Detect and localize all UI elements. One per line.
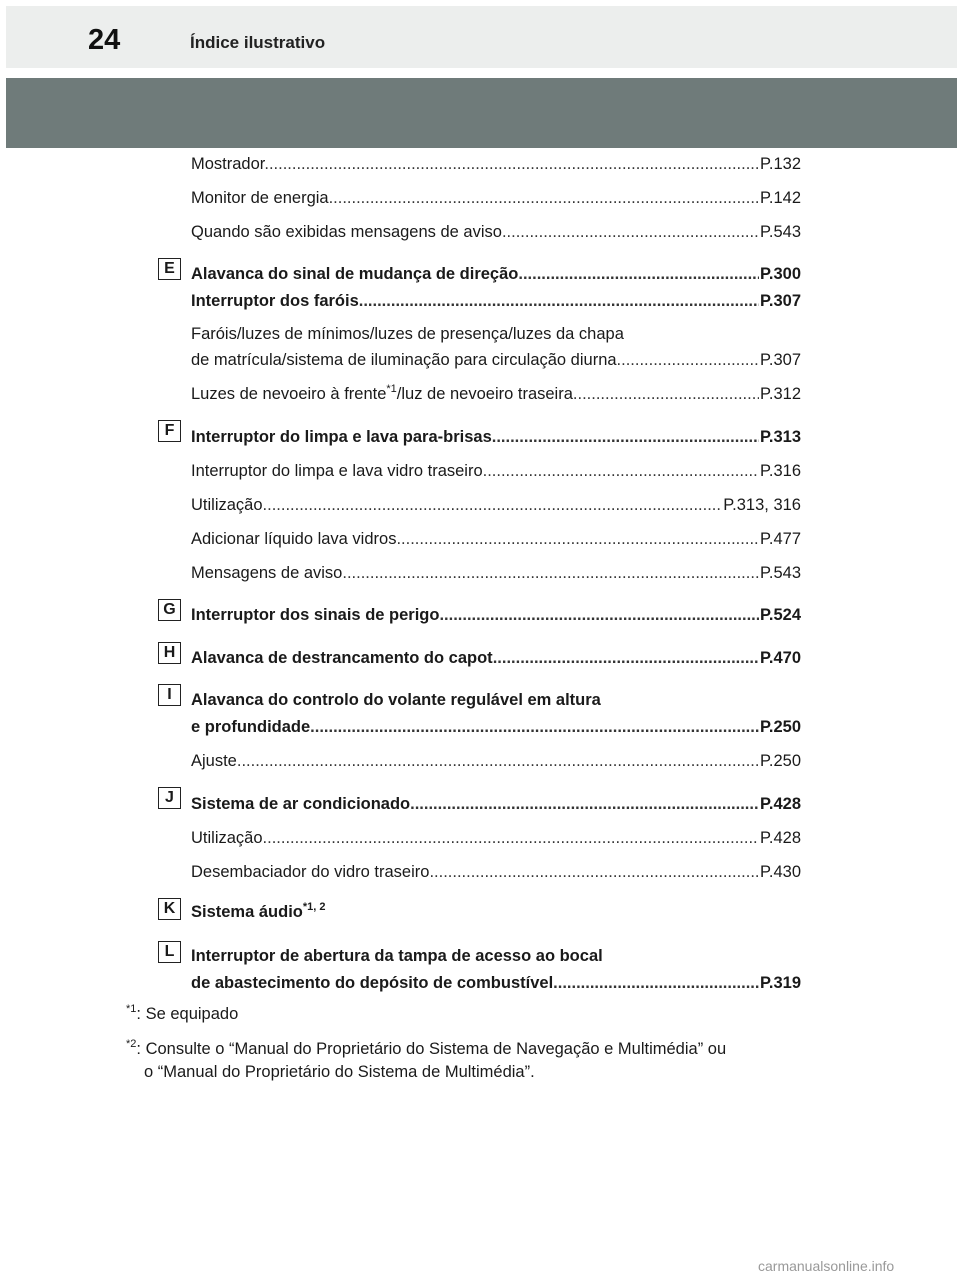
page-header (6, 6, 957, 68)
index-entry: Ajuste ..... P.250 (191, 751, 801, 771)
index-entry: Monitor de energia ..... P.142 (191, 188, 801, 208)
page-reference: P.250 (760, 718, 801, 736)
index-entry: Interruptor dos faróis ..... P.307 (191, 291, 801, 311)
page-reference: P.428 (760, 795, 801, 813)
index-entry: Alavanca de destrancamento do capot ..... P.470 (191, 648, 801, 668)
index-entry: Mensagens de aviso ..... P.543 (191, 563, 801, 583)
section-title: Índice ilustrativo (190, 33, 326, 52)
index-entry: Sistema áudio$^{*1, 2}$ (191, 901, 326, 921)
index-entry: Interruptor do limpa e lava para-brisas ..... P.313 (191, 427, 801, 447)
page-reference: P.142 (760, 189, 801, 207)
index-entry: Luzes de nevoeiro à frente$^{*1}$/luz de nevoeiro traseira ..... P.312 (191, 384, 801, 404)
index-entry: Interruptor de abertura da tampa de acesso ao bocal de abastecimento do depósito de combustível ..... P.319 (191, 946, 801, 993)
section-letter-l: L (158, 941, 181, 963)
page-reference: P.316 (760, 462, 801, 480)
page-reference: P.470 (760, 649, 801, 667)
section-letter-i: I (158, 684, 181, 706)
page-reference: P.313 (760, 428, 801, 446)
section-letter-j: J (158, 787, 181, 809)
section-letter-k: K (158, 898, 181, 920)
page-reference: P.477 (760, 530, 801, 548)
index-entry: Utilização ..... P.313, 316 (191, 495, 801, 515)
page-reference: P.313, 316 (723, 496, 801, 514)
page-reference: P.307 (760, 351, 801, 369)
index-entry: Quando são exibidas mensagens de aviso ..... P.543 (191, 222, 801, 242)
page-reference: P.300 (760, 265, 801, 283)
page-reference: P.543 (760, 223, 801, 241)
page-reference: P.319 (760, 974, 801, 992)
footnote-mark: *1 (386, 384, 397, 395)
page-reference: P.543 (760, 564, 801, 582)
index-entry: Sistema de ar condicionado ..... P.428 (191, 794, 801, 814)
footnote-mark: *1 (126, 1003, 137, 1015)
index-entry: Adicionar líquido lava vidros ..... P.477 (191, 529, 801, 549)
page-reference: P.430 (760, 863, 801, 881)
page-reference: P.250 (760, 752, 801, 770)
index-entry: Faróis/luzes de mínimos/luzes de presença/luzes da chapa de matrícula/sistema de iluminação para circulação diurna ..... P.307 (191, 324, 801, 370)
page-number: 24 (88, 24, 121, 56)
footnote-mark: *2 (126, 1038, 137, 1050)
header-band (6, 78, 957, 148)
page-reference: P.132 (760, 155, 801, 173)
page-reference: P.428 (760, 829, 801, 847)
index-entry: Interruptor do limpa e lava vidro traseiro ..... P.316 (191, 461, 801, 481)
page-reference: P.312 (760, 385, 801, 403)
index-entry: Utilização ..... P.428 (191, 828, 801, 848)
section-letter-f: F (158, 420, 181, 442)
footnote: $^{*1}$: Se equipado (126, 1003, 239, 1023)
footnote-mark: *1, 2 (302, 901, 326, 913)
page-reference: P.307 (760, 292, 801, 310)
section-letter-g: G (158, 599, 181, 621)
footnote: $^{*2}$: Consulte o “Manual do Proprietário do Sistema de Navegação e Multimédia” ou o “Manual do Proprietário do Sistema de Multimédia”. (126, 1038, 727, 1081)
section-letter-e: E (158, 258, 181, 280)
index-entry: Alavanca do sinal de mudança de direção ..... P.300 (191, 264, 801, 284)
watermark: carmanualsonline.info (758, 1258, 895, 1274)
page-reference: P.524 (760, 606, 801, 624)
index-entry: Interruptor dos sinais de perigo ..... P.524 (191, 605, 801, 625)
index-entry: Alavanca do controlo do volante regulável em altura e profundidade ..... P.250 (191, 690, 801, 737)
section-letter-h: H (158, 642, 181, 664)
index-entry: Desembaciador do vidro traseiro ..... P.430 (191, 862, 801, 882)
index-entry: Mostrador ..... P.132 (191, 154, 801, 174)
